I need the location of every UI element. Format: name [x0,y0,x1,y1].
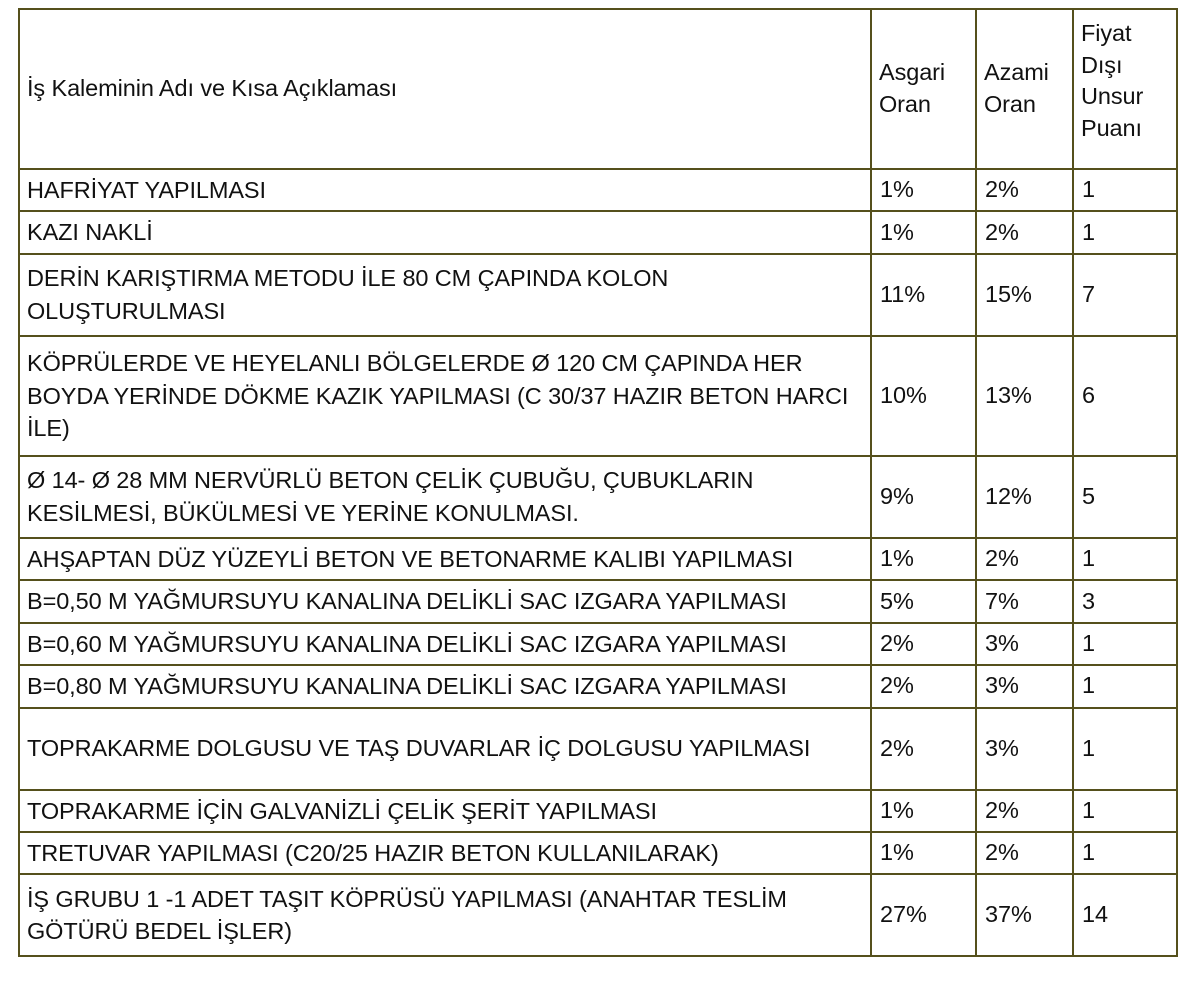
cell-description: B=0,50 M YAĞMURSUYU KANALINA DELİKLİ SAC IZGARA YAPILMASI [19,580,871,622]
table-row [19,456,1177,538]
cell-asgari-oran: 1% [871,538,976,580]
cell-description: AHŞAPTAN DÜZ YÜZEYLİ BETON VE BETONARME KALIBI YAPILMASI [19,538,871,580]
cell-asgari-oran: 1% [871,790,976,832]
cell-asgari-oran: 1% [871,211,976,253]
cell-azami-oran: 2% [976,538,1073,580]
cell-asgari-oran: 2% [871,708,976,790]
cell-description: KÖPRÜLERDE VE HEYELANLI BÖLGELERDE Ø 120 CM ÇAPINDA HER BOYDA YERİNDE DÖKME KAZIK YAPILMASI (C 30/37 HAZIR BETON HARCI İLE) [19,336,871,456]
table-header [19,9,1177,169]
table-row [19,623,1177,665]
cell-azami-oran: 2% [976,169,1073,211]
column-header-fiyat-disi-unsur-puani [1073,9,1177,169]
cell-asgari-oran: 2% [871,623,976,665]
header-asgari-line-2: Oran [879,91,931,117]
work-items-ratio-table [18,8,1178,957]
cell-azami-oran: 3% [976,623,1073,665]
table-row [19,538,1177,580]
header-row [19,9,1177,169]
cell-description: HAFRİYAT YAPILMASI [19,169,871,211]
cell-description: DERİN KARIŞTIRMA METODU İLE 80 CM ÇAPINDA KOLON OLUŞTURULMASI [19,254,871,336]
cell-unsur-puani: 1 [1073,790,1177,832]
column-header-description: İş Kaleminin Adı ve Kısa Açıklaması [19,9,871,169]
header-puan-line-4: Puanı [1081,115,1142,142]
cell-azami-oran: 12% [976,456,1073,538]
table-row [19,336,1177,456]
cell-azami-oran: 2% [976,211,1073,253]
cell-asgari-oran: 2% [871,665,976,707]
table-row [19,254,1177,336]
header-asgari-line-1: Asgari [879,59,946,86]
cell-unsur-puani: 1 [1073,538,1177,580]
cell-unsur-puani: 7 [1073,254,1177,336]
cell-unsur-puani: 1 [1073,708,1177,790]
cell-unsur-puani: 1 [1073,169,1177,211]
cell-description: TOPRAKARME DOLGUSU VE TAŞ DUVARLAR İÇ DOLGUSU YAPILMASI [19,708,871,790]
header-azami-line-1: Azami [984,59,1049,86]
column-header-azami-oran [976,9,1073,169]
cell-azami-oran: 3% [976,665,1073,707]
header-azami-line-2: Oran [984,91,1036,117]
table-row [19,832,1177,874]
cell-unsur-puani: 1 [1073,665,1177,707]
table-row [19,211,1177,253]
cell-azami-oran: 7% [976,580,1073,622]
header-puan-line-3: Unsur [1081,83,1144,110]
cell-azami-oran: 37% [976,874,1073,956]
cell-description: B=0,80 M YAĞMURSUYU KANALINA DELİKLİ SAC IZGARA YAPILMASI [19,665,871,707]
cell-description: İŞ GRUBU 1 -1 ADET TAŞIT KÖPRÜSÜ YAPILMASI (ANAHTAR TESLİM GÖTÜRÜ BEDEL İŞLER) [19,874,871,956]
cell-asgari-oran: 1% [871,832,976,874]
cell-unsur-puani: 5 [1073,456,1177,538]
cell-azami-oran: 2% [976,832,1073,874]
cell-unsur-puani: 1 [1073,623,1177,665]
table-row [19,169,1177,211]
cell-asgari-oran: 10% [871,336,976,456]
table-row [19,580,1177,622]
cell-unsur-puani: 1 [1073,211,1177,253]
cell-unsur-puani: 6 [1073,336,1177,456]
header-puan-line-1: Fiyat [1081,20,1132,46]
header-puan-line-2: Dışı [1081,51,1123,78]
cell-description: TRETUVAR YAPILMASI (C20/25 HAZIR BETON KULLANILARAK) [19,832,871,874]
table-row [19,708,1177,790]
cell-description: TOPRAKARME İÇİN GALVANİZLİ ÇELİK ŞERİT YAPILMASI [19,790,871,832]
table-body [19,169,1177,956]
cell-unsur-puani: 3 [1073,580,1177,622]
cell-description: KAZI NAKLİ [19,211,871,253]
cell-azami-oran: 2% [976,790,1073,832]
column-header-asgari-oran [871,9,976,169]
cell-asgari-oran: 11% [871,254,976,336]
cell-unsur-puani: 1 [1073,832,1177,874]
cell-asgari-oran: 9% [871,456,976,538]
table-row [19,790,1177,832]
table-row [19,874,1177,956]
ratio-table-container [18,8,1176,957]
cell-azami-oran: 13% [976,336,1073,456]
cell-asgari-oran: 1% [871,169,976,211]
cell-description: Ø 14- Ø 28 MM NERVÜRLÜ BETON ÇELİK ÇUBUĞU, ÇUBUKLARIN KESİLMESİ, BÜKÜLMESİ VE YERİNE KONULMASI. [19,456,871,538]
table-row [19,665,1177,707]
cell-azami-oran: 15% [976,254,1073,336]
cell-azami-oran: 3% [976,708,1073,790]
cell-asgari-oran: 5% [871,580,976,622]
cell-unsur-puani: 14 [1073,874,1177,956]
cell-asgari-oran: 27% [871,874,976,956]
cell-description: B=0,60 M YAĞMURSUYU KANALINA DELİKLİ SAC IZGARA YAPILMASI [19,623,871,665]
